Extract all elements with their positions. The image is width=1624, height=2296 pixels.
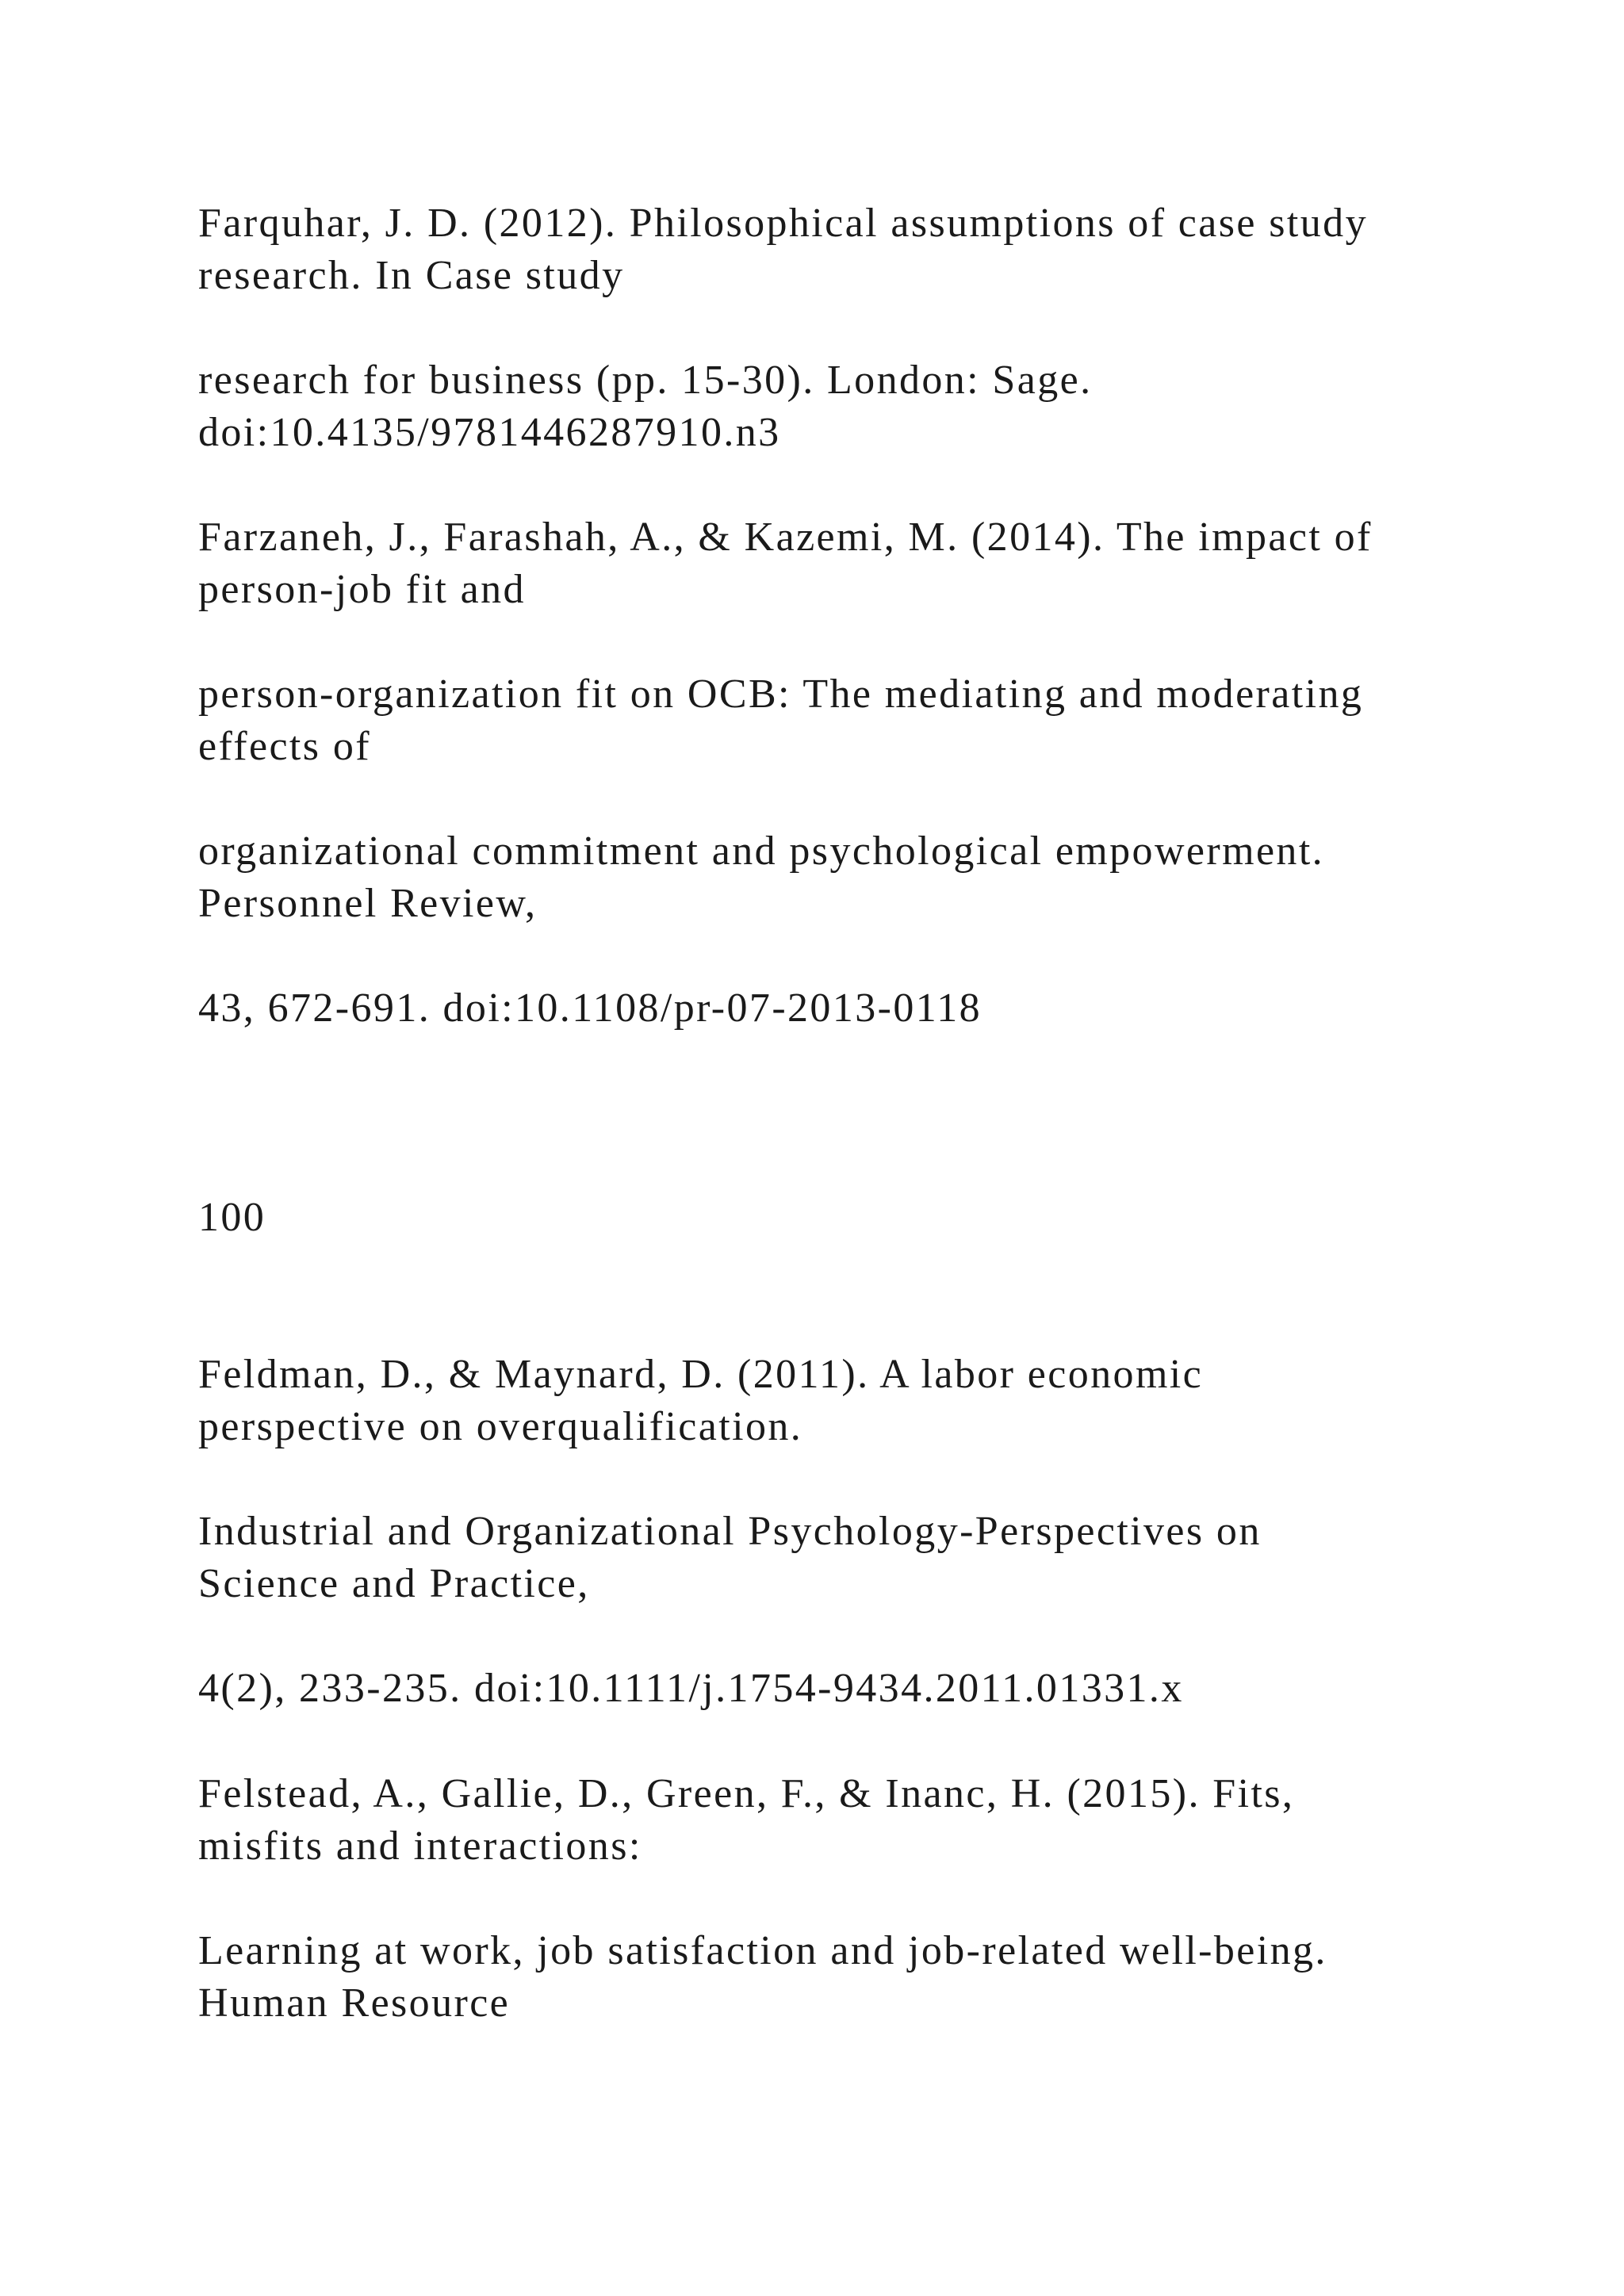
reference-paragraph (198, 1768, 1546, 1873)
text-line: research for business (pp. 15-30). London: Sage. (198, 358, 1093, 403)
text-line: Science and Practice, (198, 1561, 590, 1606)
reference-paragraph (198, 668, 1546, 773)
reference-paragraph (198, 511, 1546, 616)
text-line: perspective on overqualification. (198, 1404, 803, 1449)
text-line: organizational commitment and psychological empowerment. (198, 828, 1325, 874)
text-line: Felstead, A., Gallie, D., Green, F., & Inanc, H. (2015). Fits, (198, 1771, 1295, 1816)
text-line: 43, 672-691. doi:10.1108/pr-07-2013-0118 (198, 985, 982, 1031)
reference-paragraph (198, 1506, 1546, 1610)
text-line: misfits and interactions: (198, 1823, 642, 1869)
text-line: Farzaneh, J., Farashah, A., & Kazemi, M. (2014). The impact of (198, 515, 1373, 560)
text-line: Industrial and Organizational Psychology-Perspectives on (198, 1509, 1262, 1554)
text-line: Farquhar, J. D. (2012). Philosophical assumptions of case study (198, 201, 1368, 246)
reference-paragraph (198, 825, 1546, 930)
reference-paragraph (198, 1349, 1546, 1453)
page-number: 100 (198, 1195, 266, 1240)
text-line: 4(2), 233-235. doi:10.1111/j.1754-9434.2011.01331.x (198, 1666, 1184, 1711)
reference-paragraph (198, 1663, 1546, 1715)
text-line: research. In Case study (198, 253, 625, 298)
text-line: person-job fit and (198, 567, 526, 612)
text-line: Personnel Review, (198, 881, 538, 926)
reference-paragraph (198, 982, 1546, 1035)
text-line: person-organization fit on OCB: The mediating and moderating (198, 672, 1364, 717)
text-line: effects of (198, 724, 371, 769)
reference-paragraph (198, 197, 1546, 302)
reference-paragraph (198, 354, 1546, 459)
text-line: doi:10.4135/9781446287910.n3 (198, 410, 781, 455)
text-line: Learning at work, job satisfaction and job-related well-being. (198, 1928, 1327, 1973)
text-line: Feldman, D., & Maynard, D. (2011). A labor economic (198, 1352, 1204, 1397)
reference-paragraph (198, 1925, 1546, 2030)
text-line: Human Resource (198, 1980, 511, 2026)
